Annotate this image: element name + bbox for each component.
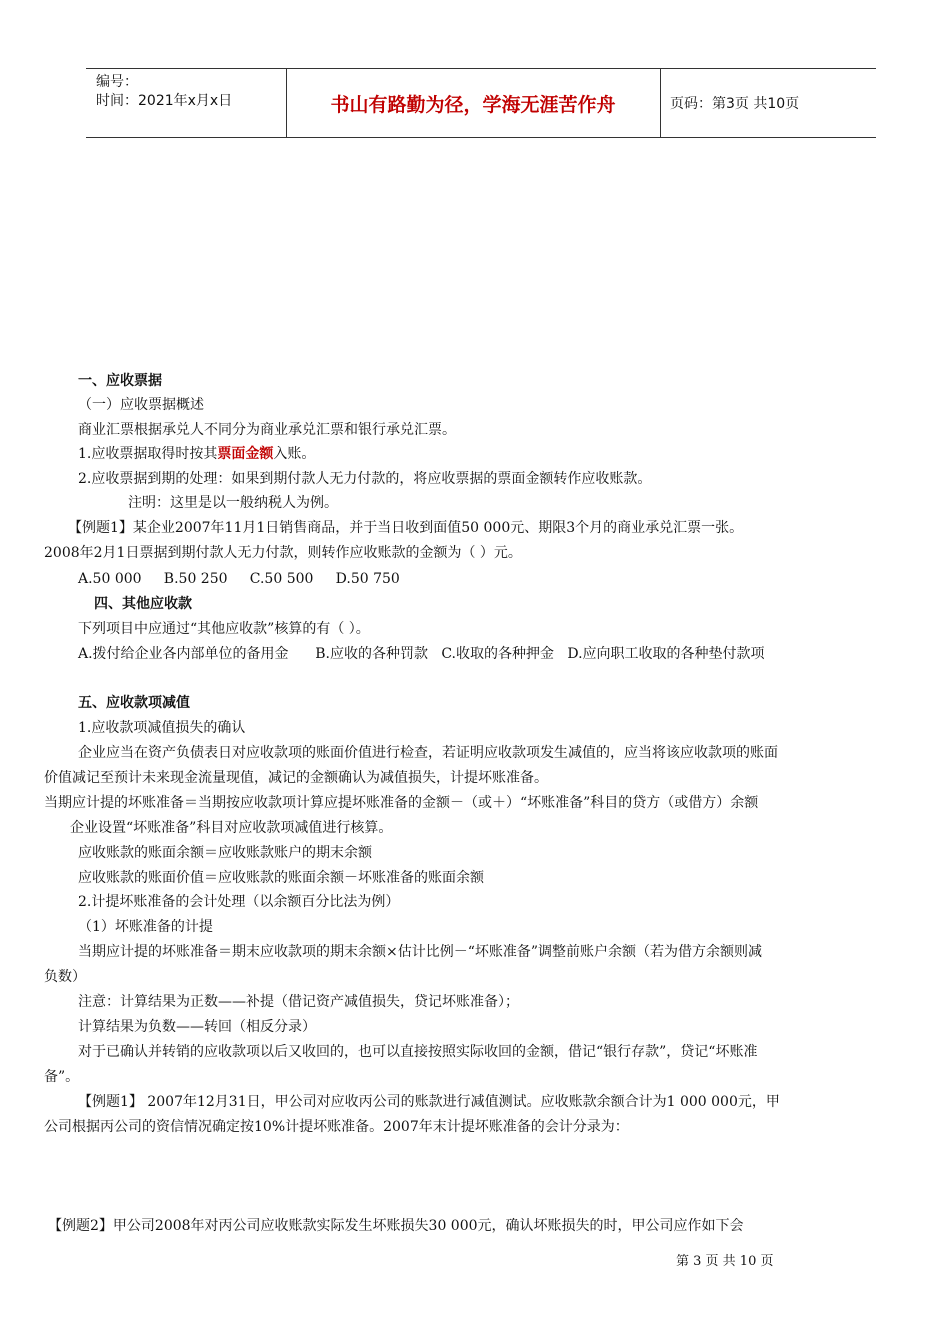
example-2-line-2: 公司根据丙公司的资信情况确定按10%计提坏账准备。2007年末计提坏账准备的会计分录为： xyxy=(44,1119,629,1135)
formula: 当期应计提的坏账准备＝期末应收款项的期末余额×估计比例－“坏账准备”调整前账户余额（若为借方余额则减 xyxy=(78,944,763,960)
section-1-subtitle: （一）应收票据概述 xyxy=(78,397,204,413)
note: 注意：计算结果为正数——补提（借记资产减值损失，贷记坏账准备）； xyxy=(78,994,519,1010)
document-header xyxy=(86,68,876,138)
formula: 应收账款的账面余额＝应收账款账户的期末余额 xyxy=(78,845,372,861)
example-3-line-1: 【例题2】甲公司2008年对丙公司应收账款实际发生坏账损失30 000元，确认坏账损失的时，甲公司应作如下会 xyxy=(48,1218,744,1234)
paragraph: （1）坏账准备的计提 xyxy=(78,919,213,935)
paragraph: 企业设置“坏账准备”科目对应收款项减值进行核算。 xyxy=(70,820,393,836)
example-1-line-2: 2008年2月1日票据到期付款人无力付款，则转作应收账款的金额为（ ）元。 xyxy=(44,545,522,561)
section-1-title: 一、应收票据 xyxy=(78,373,162,389)
header-divider-right xyxy=(660,69,661,137)
paragraph: 对于已确认并转销的应收款项以后又收回的，也可以直接按照实际收回的金额，借记“银行存款”，贷记“坏账准 xyxy=(78,1044,758,1060)
page-footer: 第 3 页 共 10 页 xyxy=(676,1254,774,1269)
paragraph: 2.应收票据到期的处理：如果到期付款人无力付款的，将应收票据的票面金额转作应收账款。 xyxy=(78,471,652,487)
note: 计算结果为负数——转回（相反分录） xyxy=(78,1019,316,1035)
formula: 当期应计提的坏账准备＝当期按应收款项计算应提坏账准备的金额－（或＋）“坏账准备”科目的贷方（或借方）余额 xyxy=(44,795,759,811)
paragraph: 商业汇票根据承兑人不同分为商业承兑汇票和银行承兑汇票。 xyxy=(78,422,456,438)
paragraph: 2.计提坏账准备的会计处理（以余额百分比法为例） xyxy=(78,894,400,910)
highlight-face-value: 票面金额 xyxy=(217,446,274,462)
note: 注明：这里是以一般纳税人为例。 xyxy=(128,495,338,511)
section-5-title: 五、应收款项减值 xyxy=(78,695,190,711)
example-1-options: A.50 000 B.50 250 C.50 500 D.50 750 xyxy=(78,571,400,587)
header-meta xyxy=(96,73,232,111)
example-1-line-1: 【例题1】某企业2007年11月1日销售商品，并于当日收到面值50 000元、期限3个月的商业承兑汇票一张。 xyxy=(68,520,744,536)
header-time: 时间：2021年x月x日 xyxy=(96,93,233,109)
paragraph: 备”。 xyxy=(44,1069,80,1085)
paragraph-face-value xyxy=(78,445,315,463)
text: 1.应收票据取得时按其 xyxy=(78,446,218,462)
header-page-label: 页码：第3页 共10页 xyxy=(670,96,800,112)
header-number: 编号： xyxy=(96,74,138,90)
example-2-line-1: 【例题1】 2007年12月31日，甲公司对应收丙公司的账款进行减值测试。应收账款余额合计为1 000 000元，甲 xyxy=(78,1094,780,1110)
section-4-title: 四、其他应收款 xyxy=(94,596,192,612)
formula: 负数） xyxy=(44,969,86,985)
paragraph: 价值减记至预计未来现金流量现值，减记的金额确认为减值损失，计提坏账准备。 xyxy=(44,770,548,786)
paragraph: 企业应当在资产负债表日对应收款项的账面价值进行检查，若证明应收款项发生减值的，应当将该应收款项的账面 xyxy=(78,745,778,761)
text: 入账。 xyxy=(273,446,316,462)
paragraph: 1.应收款项减值损失的确认 xyxy=(78,720,246,736)
formula: 应收账款的账面价值＝应收账款的账面余额－坏账准备的账面余额 xyxy=(78,870,484,886)
question-options: A.拨付给企业各内部单位的备用金 B.应收的各种罚款 C.收取的各种押金 D.应向职工收取的各种垫付款项 xyxy=(78,646,765,662)
header-motto: 书山有路勤为径，学海无涯苦作舟 xyxy=(330,93,616,116)
question: 下列项目中应通过“其他应收款”核算的有（ ）。 xyxy=(78,621,370,637)
